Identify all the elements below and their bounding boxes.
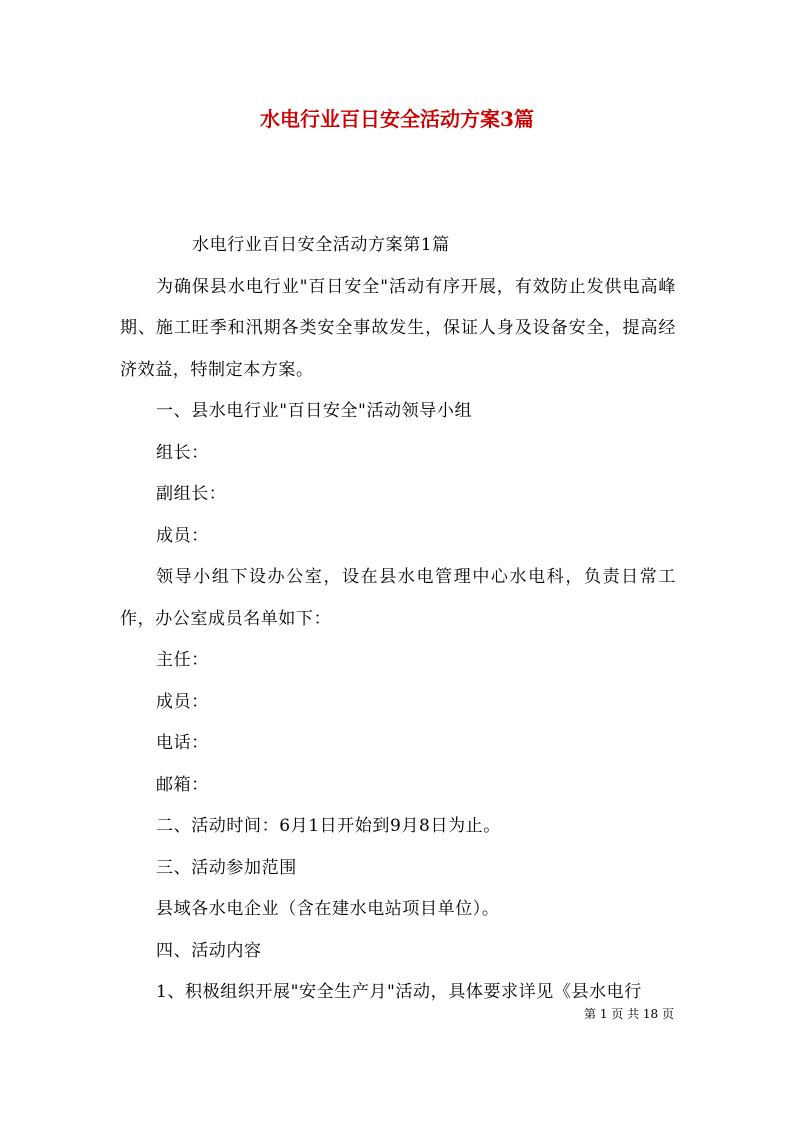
office-paragraph: 领导小组下设办公室，设在县水电管理中心水电科，负责日常工作，办公室成员名单如下： <box>120 567 676 629</box>
document-title: 水电行业百日安全活动方案3篇 <box>260 107 534 131</box>
page-number: 第 1 页 共 18 页 <box>584 1007 674 1021</box>
section-heading: 水电行业百日安全活动方案第1篇 <box>192 235 450 255</box>
list-item: 成员： <box>156 691 209 712</box>
list-item: 邮箱： <box>156 774 209 795</box>
list-item: 组长： <box>156 442 209 463</box>
list-item: 主任： <box>156 650 209 670</box>
section-heading: 三、活动参加范围 <box>156 857 297 878</box>
list-item: 成员： <box>156 525 209 546</box>
scope-paragraph: 县域各水电企业（含在建水电站项目单位）。 <box>156 899 500 919</box>
section-heading: 一、县水电行业"百日安全"活动领导小组 <box>156 401 473 421</box>
list-item: 副组长： <box>156 484 227 504</box>
section-heading: 二、活动时间：6月1日开始到9月8日为止。 <box>156 816 501 836</box>
document-body <box>120 225 676 1014</box>
intro-paragraph: 为确保县水电行业"百日安全"活动有序开展，有效防止发供电高峰期、施工旺季和汛期各类安全事故发生，保证人身及设备安全，提高经济效益，特制定本方案。 <box>120 276 676 380</box>
list-item: 电话： <box>156 733 209 753</box>
section-heading: 四、活动内容 <box>156 940 262 961</box>
content-paragraph: 1、积极组织开展"安全生产月"活动，具体要求详见《县水电行 <box>156 982 642 1002</box>
